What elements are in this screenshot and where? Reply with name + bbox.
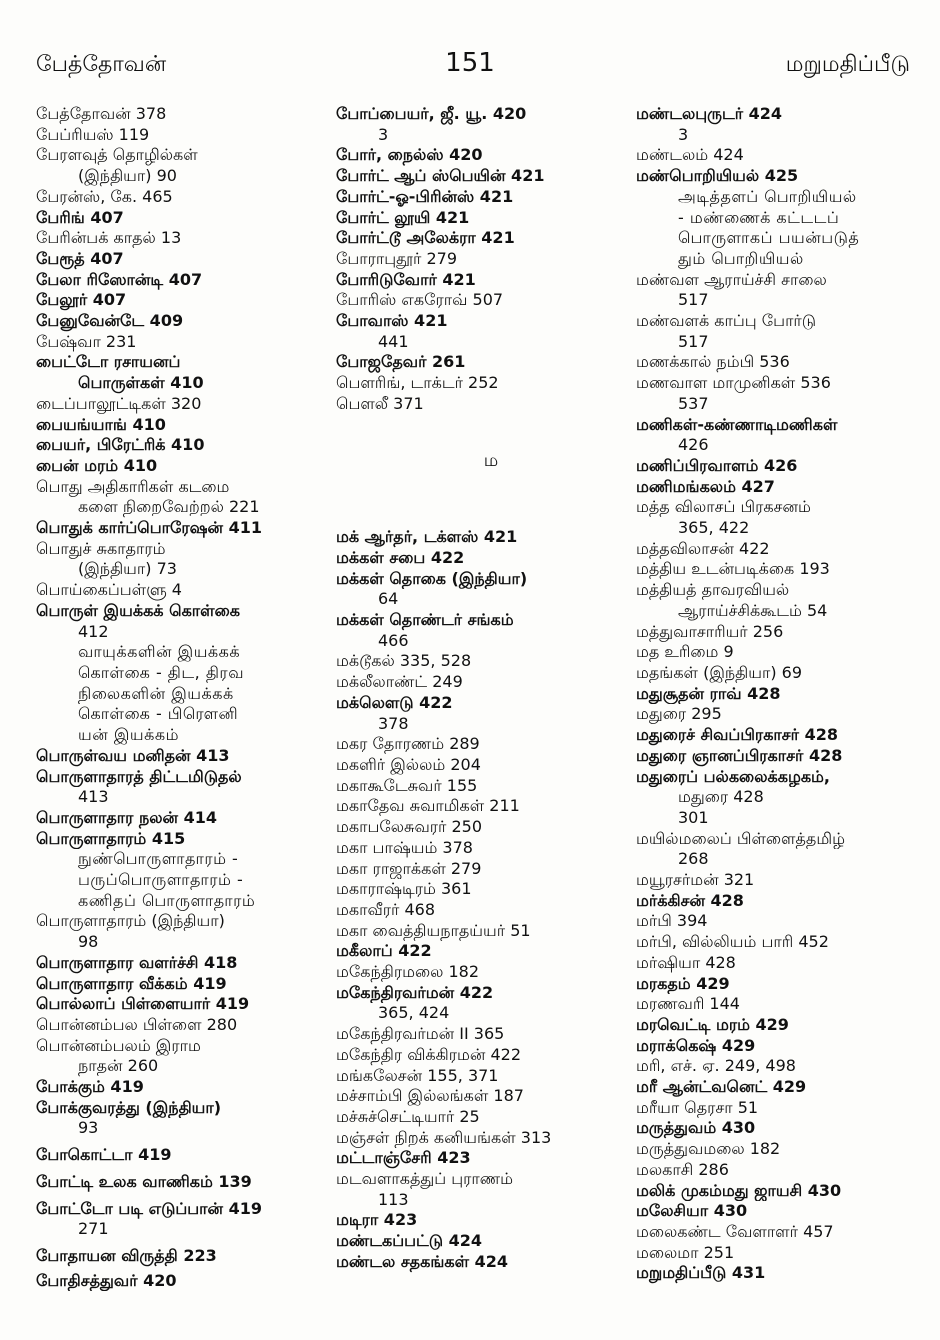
index-entry: போரிடுவோர் 421 [336,269,476,289]
index-entry: 3 [678,124,689,144]
index-entry: மகாவீரர் 468 [336,899,436,919]
index-entry: மகா வைத்தியநாதய்யர் 51 [336,920,531,940]
index-entry: மண்வளக் காப்பு போர்டு [636,311,817,331]
index-entry: மண்டகப்பட்டு 424 [336,1231,482,1251]
index-entry: மகாதேவ சுவாமிகள் 211 [336,796,520,816]
index-entry: மயில்மலைப் பிள்ளைத்தமிழ் [636,828,845,848]
index-entry: போப்பையர், ஜீ. யூ. 420 [336,104,527,123]
index-entry: 365, 422 [678,518,750,538]
index-subentry: கணிதப் பொருளாதாரம் [78,890,256,910]
index-entry: பொருள்கள் 410 [78,373,204,393]
index-entry: பொருளாதாரம் 415 [36,828,186,848]
index-entry: மர்பி 394 [636,911,708,931]
index-entry: பேரன்ஸ், கே. 465 [36,186,173,206]
index-subentry: யன் இயக்கம் [78,725,179,745]
index-subentry: நிலைகளின் இயக்கக் [78,683,234,703]
index-entry: மகாராஷ்டிரம் 361 [336,879,472,899]
index-entry: 413 [78,787,109,807]
index-subentry: வாயுக்களின் இயக்கக் [78,642,241,662]
index-subentry: - மண்ணைக் கட்டடப் [678,207,840,227]
page-number: 151 [445,48,495,78]
index-entry: மக்லௌடு 422 [336,692,453,712]
index-entry: மகாபலேசுவரர் 250 [336,817,483,837]
running-head-right: மறுமதிப்பீடு [785,52,910,77]
index-entry: மக்கள் சபை 422 [336,547,465,567]
index-entry: மத்திய உடன்படிக்கை 193 [636,559,830,579]
index-entry: மண்டல சதகங்கள் 424 [336,1251,508,1271]
index-entry: பொருளாதாரத் திட்டமிடுதல் [36,766,242,786]
index-entry: போதிசத்துவர் 420 [36,1270,177,1290]
index-entry: மகேந்திர விக்கிரமன் 422 [336,1044,522,1064]
index-entry: மறுமதிப்பீடு 431 [636,1263,766,1283]
index-entry: போக்கும் 419 [36,1077,144,1097]
index-entry: போக்குவரத்து (இந்தியா) [36,1097,222,1117]
index-entry: பேஷ்வா 231 [36,331,137,351]
index-entry: மச்சுச்செட்டியார் 25 [336,1106,480,1126]
index-entry: பொதுக் கார்ப்பொரேஷன் 411 [36,518,262,538]
index-entry: 365, 424 [378,1003,450,1023]
index-entry: மகேந்திரவர்மன் 422 [336,982,494,1002]
index-entry: மங்கலேசன் 155, 371 [336,1065,499,1085]
index-entry: போட்டோ படி எடுப்பான் 419 [36,1198,263,1218]
index-entry: மரி, எச். ஏ. 249, 498 [636,1056,796,1076]
index-entry: 517 [678,290,709,310]
index-entry: போரிஸ் எகரோவ் 507 [336,290,504,310]
index-entry: மராக்கெஷ் 429 [636,1035,756,1055]
index-entry: மண்டலம் 424 [636,145,744,165]
index-entry: 378 [378,713,409,733]
index-entry: மக்லீலாண்ட் 249 [336,672,463,692]
index-entry: பௌரிங், டாக்டர் 252 [336,373,499,393]
index-entry: பொய்கைப்பள்ளு 4 [36,580,182,600]
index-entry: மகளிர் இல்லம் 204 [336,754,481,774]
index-entry: மயூரசர்மன் 321 [636,870,755,890]
index-entry: மணிமங்கலம் 427 [636,476,775,496]
index-entry: பேப்ரியஸ் 119 [36,124,150,144]
index-entry: மதுசூதன் ராவ் 428 [636,683,781,703]
index-entry: மகாகூடேசுவர் 155 [336,775,478,795]
index-entry: மணவாள மாமுனிகள் 536 [636,373,831,393]
index-entry: போர்ட்டூ அலேக்ரா 421 [336,228,515,248]
index-subentry: கொள்கை - திட, திரவ [78,662,245,682]
index-entry: டைப்பாலூட்டிகள் 320 [36,393,202,413]
index-entry: பேத்தோவன் 378 [36,104,167,123]
index-subentry: நுண்பொருளாதாரம் - [78,849,239,869]
index-entry: மதுரை 428 [678,787,764,807]
index-subentry: பொருளாகப் பயன்படுத் [678,228,860,248]
index-entry: மகேந்திரமலை 182 [336,962,480,982]
section-letter: ம [483,449,499,471]
index-entry: போர்ட் லூயி 421 [336,207,470,227]
index-entry: பௌலீ 371 [336,393,424,413]
index-entry: பையர், பிரேட்ரிக் 410 [36,435,205,455]
page-header [0,48,940,88]
index-entry: 412 [78,621,109,641]
index-entry: மஞ்சள் நிறக் கனியங்கள் 313 [336,1127,552,1147]
index-entry: பொருளாதார நலன் 414 [36,807,217,827]
index-entry: மரவெட்டி மரம் 429 [636,1014,789,1034]
index-entry: மத்தவிலாசன் 422 [636,538,770,558]
index-entry: மக்டூகல் 335, 528 [336,651,472,671]
index-entry: பொது அதிகாரிகள் கடமை [36,476,230,496]
index-entry: 98 [78,932,99,952]
index-entry: போர்ட் ஆப் ஸ்பெயின் 421 [336,166,545,186]
index-entry: மத்துவாசாரியர் 256 [636,621,784,641]
index-entry: மலைமா 251 [636,1242,735,1262]
index-entry: மக்கள் தொண்டர் சங்கம் [336,610,514,630]
index-entry: போராபுதூர் 279 [336,248,457,268]
index-entry: போவாஸ் 421 [336,311,448,331]
index-entry: போகொட்டா 419 [36,1145,172,1165]
index-entry: 113 [378,1189,409,1209]
index-entry: மணிகள்-கண்ணாடிமணிகள் [636,414,838,434]
running-head-left: பேத்தோவன் [36,52,167,77]
index-entry: பொன்னம்பல பிள்ளை 280 [36,1014,238,1034]
index-entry: மரீ ஆன்ட்வனெட் 429 [636,1077,807,1097]
index-entry: பொருள் இயக்கக் கொள்கை [36,600,240,620]
index-entry: மக்கள் தொகை (இந்தியா) [336,568,528,588]
index-entry: 93 [78,1118,99,1138]
index-entry: பேரூத் 407 [36,248,124,268]
index-entry: மலைகண்ட வேளாளர் 457 [636,1221,834,1241]
index-entry: மண்டலபுருடர் 424 [636,104,783,123]
index-entry: பேரளவுத் தொழில்கள் [36,145,198,165]
index-entry: களை நிறைவேற்றல் 221 [78,497,260,517]
index-entry: 271 [78,1219,109,1239]
index-entry: மதுரைச் சிவப்பிரகாசர் 428 [636,725,838,745]
index-entry: மடிரா 423 [336,1210,418,1230]
index-entry: பொருளாதாரம் (இந்தியா) [36,911,225,931]
index-entry: மரணவரி 144 [636,994,740,1014]
index-entry: பேலூர் 407 [36,290,127,310]
index-entry: போர், நைல்ஸ் 420 [336,145,483,165]
index-entry: பைன் மரம் 410 [36,455,158,475]
index-entry: மகீலாப் 422 [336,941,432,961]
index-entry: மக் ஆர்தர், டக்ளஸ் 421 [336,527,518,547]
index-column-2 [336,104,626,1273]
index-entry: போஜதேவர் 261 [336,352,466,372]
index-entry: மருத்துவம் 430 [636,1118,756,1138]
index-entry: 537 [678,393,709,413]
index-entry: 517 [678,331,709,351]
index-entry: பேனுவேன்டே 409 [36,311,184,331]
index-entry: மணக்கால் நம்பி 536 [636,352,790,372]
index-entry: 64 [378,589,399,609]
index-entry: மதுரை ஞானப்பிரகாசர் 428 [636,745,843,765]
index-entry: மகா ராஜாக்கள் 279 [336,858,482,878]
index-entry: மர்பி, வில்லியம் பாரி 452 [636,932,829,952]
index-entry: 3 [378,124,389,144]
index-entry: பொல்லாப் பிள்ளையார் 419 [36,994,250,1014]
index-entry: மதுரைப் பல்கலைக்கழகம், [636,766,831,786]
index-entry: மகேந்திரவர்மன் II 365 [336,1024,505,1044]
index-subentry: அடித்தளப் பொறியியல் [678,186,857,206]
index-entry: மர்க்கிசன் 428 [636,890,744,910]
index-entry: மத உரிமை 9 [636,642,734,662]
index-entry: மகர தோரணம் 289 [336,734,480,754]
index-entry: ஆராய்ச்சிக்கூடம் 54 [678,600,828,620]
index-entry: மகா பாஷ்யம் 378 [336,837,473,857]
index-entry: மலகாசி 286 [636,1159,729,1179]
index-entry: மச்சாம்பி இல்லங்கள் 187 [336,1086,524,1106]
index-entry: பேரின்பக் காதல் 13 [36,228,182,248]
index-entry: பொருள்வய மனிதன் 413 [36,745,230,765]
index-entry: மதுரை 295 [636,704,722,724]
index-entry: பையங்யாங் 410 [36,414,166,434]
index-entry: (இந்தியா) 73 [78,559,177,579]
index-entry: மதங்கள் (இந்தியா) 69 [636,662,803,682]
index-column-3 [636,104,926,1284]
index-entry: மத்த விலாசப் பிரகசனம் [636,497,811,517]
index-entry: மலிக் முகம்மது ஜாயசி 430 [636,1180,842,1200]
index-subentry: பருப்பொருளாதாரம் - [78,870,244,890]
index-entry: மண்பொறியியல் 425 [636,166,799,186]
index-entry: நாதன் 260 [78,1056,159,1076]
index-entry: 441 [378,331,409,351]
index-entry: போட்டி உலக வாணிகம் 139 [36,1171,252,1191]
index-entry: 301 [678,807,709,827]
index-entry: பொதுச் சுகாதாரம் [36,538,166,558]
index-entry: 426 [678,435,709,455]
index-entry: மணிப்பிரவாளம் 426 [636,455,798,475]
index-entry: மருத்துவமலை 182 [636,1139,781,1159]
index-entry: பைட்டோ ரசாயனப் [36,352,181,372]
index-entry: பேரிங் 407 [36,207,124,227]
index-entry: மட்டாஞ்சேரி 423 [336,1148,471,1168]
index-entry: பொருளாதார வளர்ச்சி 418 [36,952,238,972]
index-entry: மத்தியத் தாவரவியல் [636,580,790,600]
index-entry: 466 [378,630,409,650]
index-entry: மலேசியா 430 [636,1201,748,1221]
index-entry: 268 [678,849,709,869]
index-entry: மரகதம் 429 [636,973,730,993]
index-entry: (இந்தியா) 90 [78,166,177,186]
index-subentry: கொள்கை - பிரௌனி [78,704,239,724]
index-entry: மண்வள ஆராய்ச்சி சாலை [636,269,827,289]
index-entry: மர்ஷியா 428 [636,952,736,972]
index-column-1 [36,104,326,1291]
index-subentry: தும் பொறியியல் [678,248,804,268]
index-entry: மரீயா தெரசா 51 [636,1097,759,1117]
index-entry: மடவளாகத்துப் புராணம் [336,1169,514,1189]
index-entry: பொன்னம்பலம் இராம [36,1035,201,1055]
index-entry: பேலா ரிஸோன்டி 407 [36,269,203,289]
index-entry: போர்ட்-ஓ-பிரின்ஸ் 421 [336,186,514,206]
index-entry: போதாயன விருத்தி 223 [36,1245,217,1265]
index-entry: பொருளாதார வீக்கம் 419 [36,973,227,993]
